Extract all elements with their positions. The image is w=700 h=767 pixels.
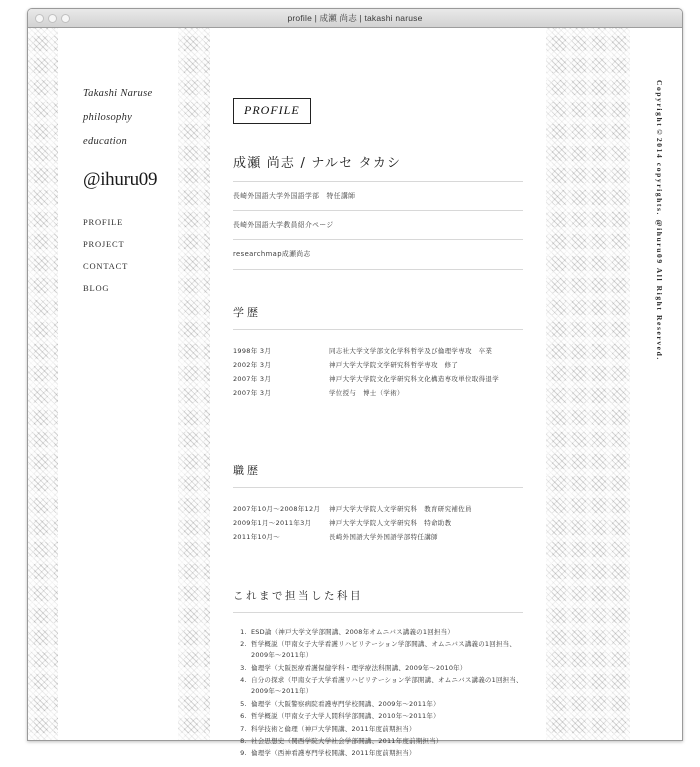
career-date: 2009年1月〜2011年3月	[233, 519, 312, 528]
table-row	[233, 386, 523, 400]
list-item: 5. 倫理学（大阪警察病院看護専門学校開講、2009年〜2011年）	[249, 699, 523, 710]
page-title: PROFILE	[233, 98, 311, 124]
education-detail: 神戸大学大学院文学研究科哲学専攻 修了	[329, 361, 459, 370]
career-date: 2007年10月〜2008年12月	[233, 505, 321, 514]
person-name: 成瀬 尚志 / ナルセ タカシ	[233, 156, 402, 171]
affiliation: 長崎外国語大学外国語学部 特任講師	[233, 192, 356, 200]
list-item: 6. 哲学概説（甲南女子大学人間科学部開講、2010年〜2011年）	[249, 711, 523, 722]
education-table	[233, 344, 523, 400]
decorative-pattern-right	[546, 28, 630, 740]
list-item: 8. 社会思想史（関西学院大学社会学部開講、2011年度前期担当）	[249, 736, 523, 747]
brand-line-1: Takashi Naruse	[83, 88, 153, 99]
list-item: 9. 倫理学（西神看護専門学校開講、2011年度前期担当）	[249, 748, 523, 759]
section-heading-courses: これまで担当した科目	[233, 589, 363, 602]
career-detail: 神戸大学大学院人文学研究科 教育研究補佐員	[329, 505, 472, 514]
divider	[233, 210, 523, 211]
site-handle: @ihuru09	[83, 169, 158, 190]
table-row	[233, 372, 523, 386]
education-date: 2002年 3月	[233, 361, 272, 370]
education-detail: 同志社大学文学部文化学科哲学及び倫理学専攻 卒業	[329, 347, 493, 356]
section-heading-education: 学歴	[233, 305, 261, 319]
career-table	[233, 502, 523, 544]
table-row	[233, 516, 523, 530]
divider	[233, 487, 523, 488]
copyright-notice: Copyright©2014 copyrights. @ihuru09 All Right Reserved.	[655, 80, 664, 361]
window-titlebar[interactable]	[28, 9, 682, 28]
table-row	[233, 344, 523, 358]
career-detail: 神戸大学大学院人文学研究科 特命助教	[329, 519, 452, 528]
divider	[233, 239, 523, 240]
brand-line-3: education	[83, 136, 128, 147]
divider	[233, 181, 523, 182]
career-date: 2011年10月〜	[233, 533, 281, 542]
education-detail: 神戸大学大学院文化学研究科文化構造専攻単位取得退学	[329, 375, 499, 384]
sidebar-item-contact[interactable]: CONTACT	[83, 261, 129, 271]
link-faculty-page[interactable]: 長崎外国語大学教員紹介ページ	[233, 221, 334, 230]
sidebar	[83, 88, 193, 305]
sidebar-item-profile[interactable]: PROFILE	[83, 217, 124, 227]
education-date: 1998年 3月	[233, 347, 272, 356]
table-row	[233, 502, 523, 516]
list-item: 3. 倫理学（大阪医療看護保健学科・理学療法科開講、2009年〜2010年）	[249, 663, 523, 674]
education-date: 2007年 3月	[233, 375, 272, 384]
table-row	[233, 530, 523, 544]
divider	[233, 612, 523, 613]
sidebar-nav	[83, 217, 193, 293]
courses-list	[233, 627, 523, 760]
page-viewport	[28, 28, 682, 758]
list-item: 1. ESD論（神戸大学文学部開講、2008年オムニバス講義の1回担当）	[249, 627, 523, 638]
sidebar-item-project[interactable]: PROJECT	[83, 239, 125, 249]
table-row	[233, 358, 523, 372]
list-item: 4. 自分の探求（甲南女子大学看護リハビリテーション学部開講、オムニバス講義の1回担当、2009年〜2011年）	[249, 675, 523, 698]
decorative-pattern-left	[28, 28, 58, 740]
education-detail: 学位授与 博士（学術）	[329, 389, 404, 398]
divider	[233, 329, 523, 330]
education-date: 2007年 3月	[233, 389, 272, 398]
section-heading-career: 職歴	[233, 463, 261, 477]
sidebar-item-blog[interactable]: BLOG	[83, 283, 110, 293]
main-content	[233, 98, 523, 761]
brand-line-2: philosophy	[83, 112, 133, 123]
list-item: 2. 哲学概説（甲南女子大学看護リハビリテーション学部開講、オムニバス講義の1回担当、2009年〜2011年）	[249, 639, 523, 662]
browser-window	[27, 8, 683, 758]
window-title: profile | 成瀬 尚志 | takashi naruse	[287, 13, 423, 23]
list-item: 7. 科学技術と倫理（神戸大学開講、2011年度前期担当）	[249, 724, 523, 735]
divider	[233, 269, 523, 270]
link-researchmap[interactable]: researchmap成瀬尚志	[233, 250, 311, 259]
career-detail: 長崎外国語大学外国語学部特任講師	[329, 533, 438, 542]
